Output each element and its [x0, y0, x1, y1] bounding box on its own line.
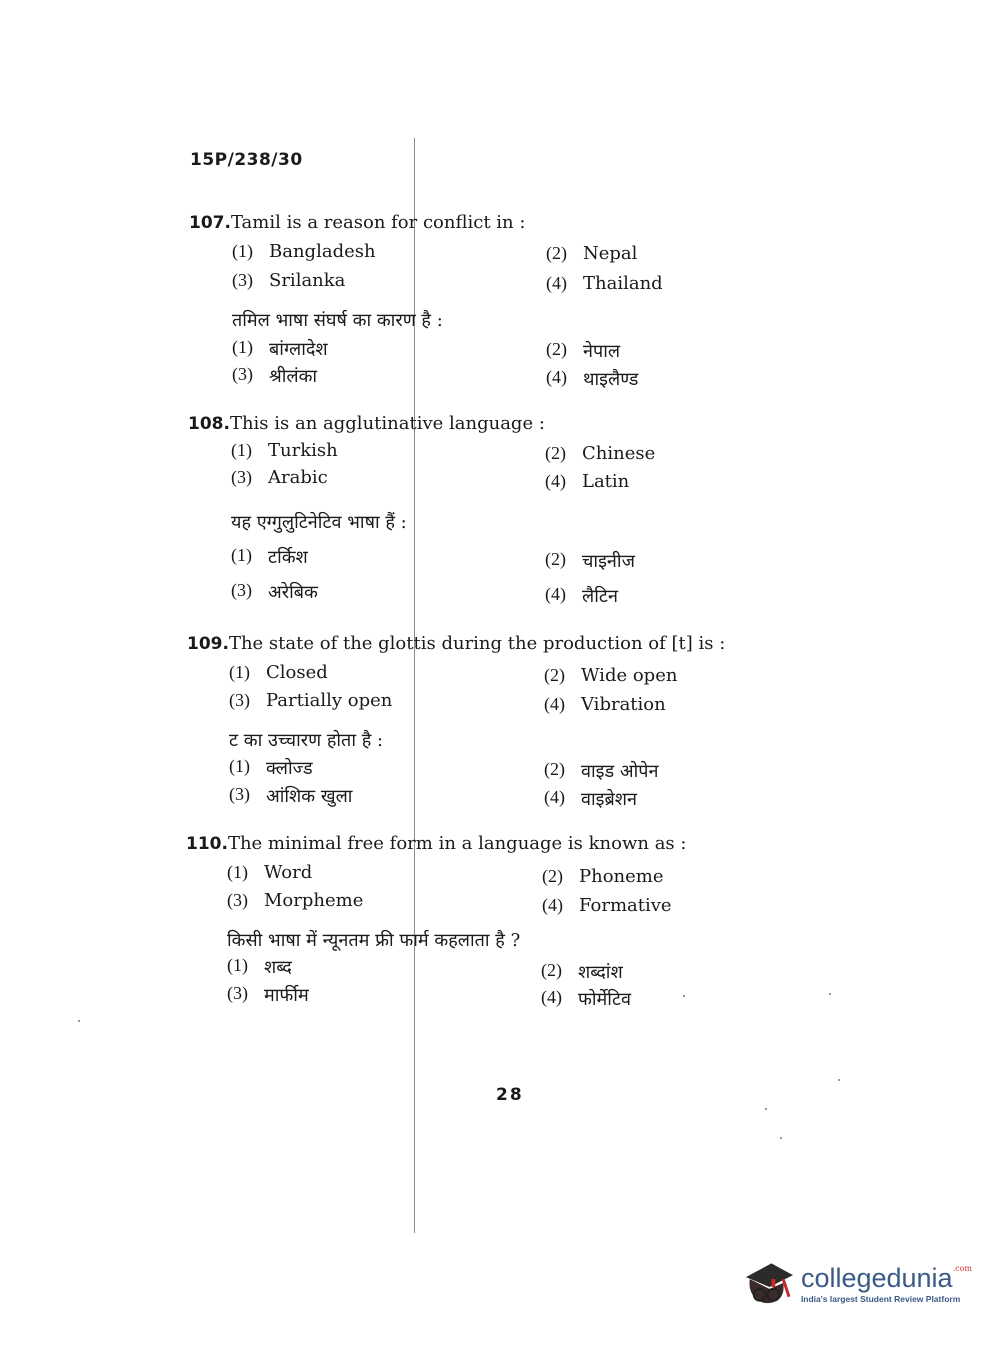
option-text: टर्किश: [268, 547, 308, 568]
option-text: Srilanka: [269, 270, 346, 291]
option-number: (1): [232, 241, 253, 261]
option-109-2-hi: [544, 759, 659, 783]
option-108-1-hi: [231, 545, 308, 569]
scan-speck: [780, 1137, 782, 1139]
question-107: [189, 212, 525, 233]
question-109: [187, 633, 725, 654]
option-number: (4): [544, 694, 565, 714]
option-110-2-hi: [541, 960, 623, 984]
scan-speck: [683, 995, 685, 997]
option-number: (4): [545, 471, 566, 491]
option-number: (3): [231, 467, 252, 487]
option-text: आंशिक खुला: [266, 786, 353, 807]
option-number: (1): [232, 337, 253, 357]
option-text: Turkish: [268, 440, 338, 461]
paper-code: 15P/238/30: [190, 150, 303, 170]
question-text-en: Tamil is a reason for conflict in :: [230, 212, 526, 233]
option-107-3-hi: [232, 364, 317, 388]
option-number: (2): [545, 443, 566, 463]
question-109-text-hi: ट का उच्चारण होता है :: [229, 730, 384, 751]
option-text: श्रीलंका: [269, 366, 318, 387]
option-number: (3): [232, 270, 253, 290]
option-110-1-hi: [227, 955, 292, 979]
option-110-4-hi: [541, 987, 631, 1011]
option-text: बांग्लादेश: [269, 339, 328, 360]
option-number: (3): [232, 364, 253, 384]
option-text: Nepal: [583, 243, 638, 264]
option-text: लैटिन: [582, 586, 618, 607]
scan-speck: [829, 993, 831, 995]
scan-speck: [78, 1020, 80, 1022]
option-number: (2): [546, 339, 567, 359]
option-text: Phoneme: [579, 866, 664, 887]
option-107-4-en: [546, 273, 663, 294]
option-108-4-en: [545, 471, 629, 492]
brand-tagline: India's largest Student Review Platform: [800, 1294, 961, 1304]
option-109-3-hi: [229, 784, 352, 808]
option-108-3-hi: [231, 580, 318, 604]
question-110: [186, 833, 686, 854]
option-109-1-en: [229, 662, 328, 683]
page-fold-line: [414, 138, 415, 1233]
option-text: थाइलैण्ड: [583, 369, 639, 390]
mascot-icon: [742, 1257, 795, 1311]
question-number: 109.: [187, 634, 229, 654]
option-text: क्लोज्ड: [266, 758, 313, 779]
option-number: (1): [231, 545, 252, 565]
scan-speck: [765, 1108, 767, 1110]
option-number: (1): [229, 756, 250, 776]
option-text: Morpheme: [264, 890, 364, 911]
option-110-3-en: [227, 890, 363, 911]
question-108: [188, 413, 545, 434]
option-number: (2): [545, 549, 566, 569]
option-text: Vibration: [581, 694, 666, 715]
option-number: (1): [227, 862, 248, 882]
option-107-1-en: [232, 241, 376, 262]
option-number: (4): [546, 273, 567, 293]
option-109-3-en: [229, 690, 392, 711]
brand-name: collegedunia: [800, 1263, 953, 1293]
option-text: Latin: [582, 471, 630, 492]
option-number: (3): [231, 580, 252, 600]
option-107-1-hi: [232, 337, 328, 361]
option-109-4-hi: [544, 787, 637, 811]
option-110-1-en: [227, 862, 312, 883]
option-text: फोर्मेटिव: [578, 989, 632, 1010]
option-107-3-en: [232, 270, 345, 291]
question-text-en: The state of the glottis during the production of [t] is :: [228, 633, 726, 654]
option-number: (2): [546, 243, 567, 263]
option-text: Wide open: [581, 665, 678, 686]
option-number: (2): [541, 960, 562, 980]
option-107-4-hi: [546, 367, 638, 391]
page-number: 28: [496, 1085, 524, 1105]
question-text-en: This is an agglutinative language :: [229, 413, 545, 434]
option-text: Partially open: [266, 690, 393, 711]
option-109-4-en: [544, 694, 666, 715]
option-text: Formative: [579, 895, 672, 916]
option-107-2-hi: [546, 339, 620, 363]
option-text: चाइनीज: [582, 551, 635, 572]
option-110-3-hi: [227, 983, 309, 1007]
scan-speck: [838, 1079, 840, 1081]
option-108-2-en: [545, 443, 655, 464]
option-text: Bangladesh: [269, 241, 376, 262]
question-number: 110.: [186, 834, 228, 854]
option-number: (4): [545, 584, 566, 604]
option-110-2-en: [542, 866, 664, 887]
option-text: Chinese: [582, 443, 656, 464]
option-text: शब्द: [264, 957, 292, 978]
option-108-3-en: [231, 467, 328, 488]
option-number: (1): [229, 662, 250, 682]
brand-suffix: .com: [952, 1264, 972, 1273]
question-text-en: The minimal free form in a language is known as :: [227, 833, 687, 854]
option-number: (2): [544, 759, 565, 779]
option-108-4-hi: [545, 584, 618, 608]
question-number: 108.: [188, 414, 230, 434]
option-number: (4): [541, 987, 562, 1007]
option-text: Thailand: [583, 273, 663, 294]
option-108-2-hi: [545, 549, 635, 573]
option-107-2-en: [546, 243, 637, 264]
option-109-1-hi: [229, 756, 313, 780]
option-number: (3): [229, 784, 250, 804]
question-108-text-hi: यह एग्गुलुटिनेटिव भाषा हैं :: [231, 512, 407, 533]
option-number: (3): [229, 690, 250, 710]
option-text: मार्फीम: [264, 985, 309, 1006]
option-text: शब्दांश: [578, 962, 623, 983]
option-text: नेपाल: [583, 341, 621, 362]
option-number: (3): [227, 890, 248, 910]
option-number: (3): [227, 983, 248, 1003]
option-110-4-en: [542, 895, 672, 916]
option-text: वाइड ओपेन: [581, 761, 659, 782]
question-number: 107.: [189, 213, 231, 233]
option-text: Closed: [266, 662, 328, 683]
option-text: Arabic: [268, 467, 328, 488]
option-text: Word: [264, 862, 313, 883]
option-number: (1): [231, 440, 252, 460]
option-number: (2): [544, 665, 565, 685]
option-number: (2): [542, 866, 563, 886]
option-text: अरेबिक: [268, 582, 318, 603]
option-109-2-en: [544, 665, 677, 686]
collegedunia-logo: [742, 1252, 972, 1316]
option-text: वाइब्रेशन: [581, 789, 638, 810]
option-number: (4): [544, 787, 565, 807]
question-110-text-hi: किसी भाषा में न्यूनतम फ्री फार्म कहलाता है ?: [227, 930, 521, 951]
option-number: (4): [546, 367, 567, 387]
option-108-1-en: [231, 440, 338, 461]
option-number: (1): [227, 955, 248, 975]
option-number: (4): [542, 895, 563, 915]
question-107-text-hi: तमिल भाषा संघर्ष का कारण है :: [232, 310, 443, 331]
